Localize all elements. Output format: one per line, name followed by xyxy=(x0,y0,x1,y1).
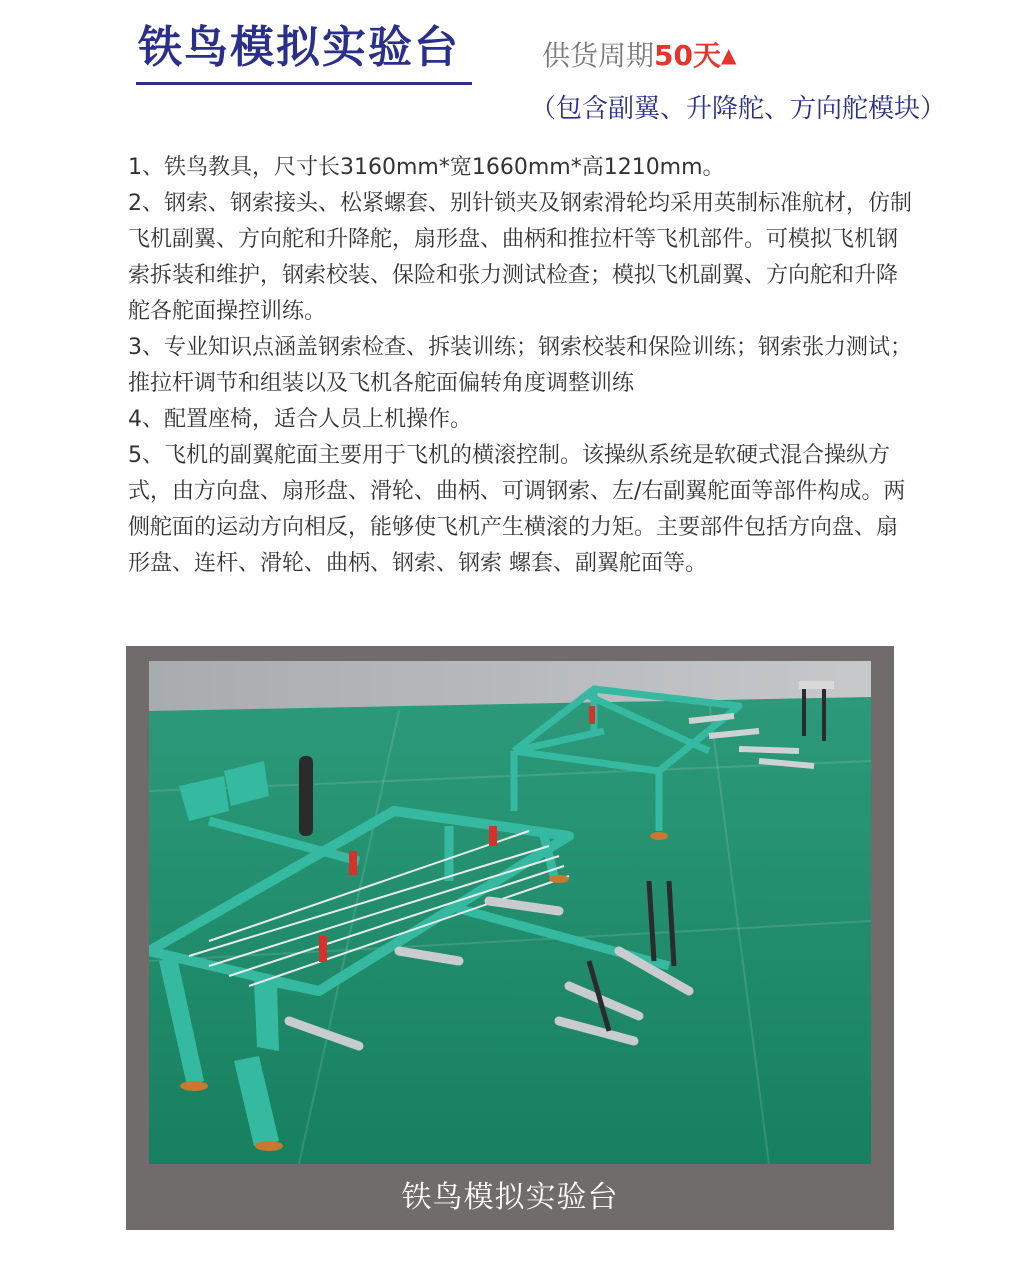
page-title: 铁鸟模拟实验台 xyxy=(138,22,460,73)
description-item-4: 4、配置座椅，适合人员上机操作。 xyxy=(128,407,472,432)
supply-days: 50天 xyxy=(654,39,721,72)
product-photo-frame xyxy=(126,646,894,1230)
description-item-5: 5、飞机的副翼舵面主要用于飞机的横滚控制。该操纵系统是软硬式混合操纵方式，由方向盘、扇形盘、滑轮、曲柄、可调钢索、左/右副翼舵面等部件构成。两侧舵面的运动方向相反，能够使飞机产生横滚的力矩。主要部件包括方向盘、扇形盘、连杆、滑轮、曲柄、钢索、钢索 螺套、副翼舵面等。 xyxy=(128,443,906,576)
description-item-3: 3、专业知识点涵盖钢索检查、拆装训练；钢索校装和保险训练；钢索张力测试；推拉杆调节和组装以及飞机各舵面偏转角度调整训练 xyxy=(128,335,912,396)
photo-caption: 铁鸟模拟实验台 xyxy=(401,1180,619,1215)
iron-bird-rig-illustration xyxy=(149,661,871,1164)
description-item-2: 2、钢索、钢索接头、松紧螺套、别针锁夹及钢索滑轮均采用英制标准航材，仿制飞机副翼、方向舵和升降舵，扇形盘、曲柄和推拉杆等飞机部件。可模拟飞机钢索拆装和维护，钢索校装、保险和张力测试检查；模拟飞机副翼、方向舵和升降舵各舵面操控训练。 xyxy=(128,191,912,324)
supply-period xyxy=(542,39,737,72)
supply-label: 供货周期 xyxy=(542,39,655,72)
description-list xyxy=(128,150,918,582)
modules-note: （包含副翼、升降舵、方向舵模块） xyxy=(530,94,947,124)
title-underline xyxy=(136,82,472,85)
product-photo xyxy=(149,661,871,1164)
triangle-up-icon: ▲ xyxy=(720,43,737,67)
description-item-1: 1、铁鸟教具，尺寸长3160mm*宽1660mm*高1210mm。 xyxy=(128,155,725,180)
